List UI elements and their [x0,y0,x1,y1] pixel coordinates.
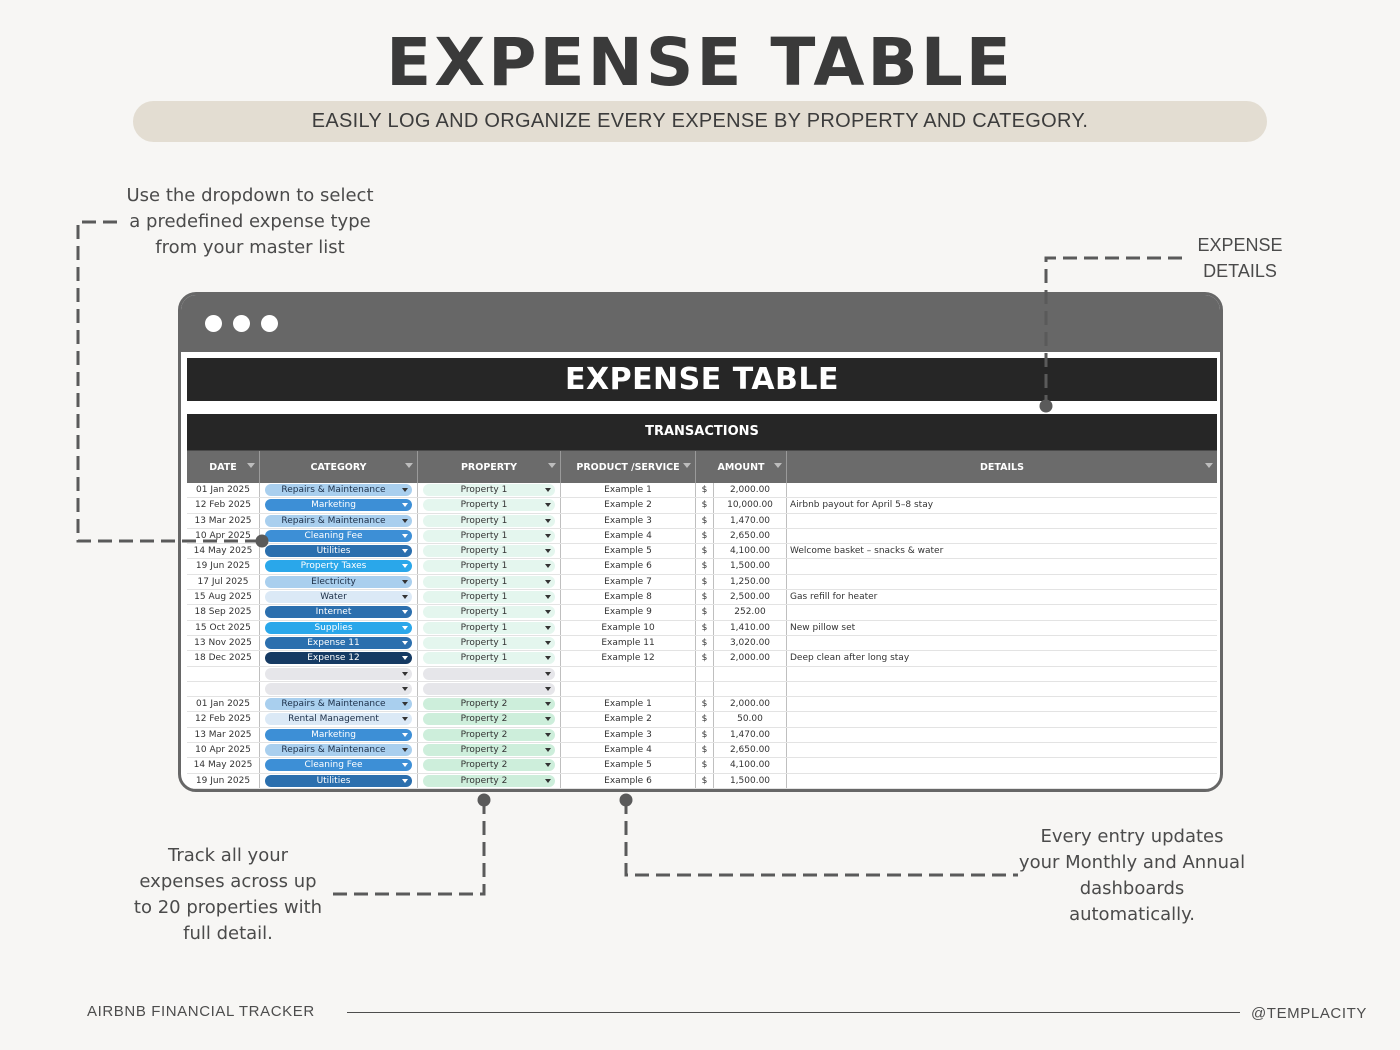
category-value: Marketing [311,500,356,511]
callout-line: expenses across up [139,871,317,892]
amount-cell[interactable]: 1,250.00 [714,575,787,589]
date-cell[interactable]: 01 Jan 2025 [187,483,260,497]
date-cell[interactable]: 10 Apr 2025 [187,529,260,543]
category-value: Cleaning Fee [304,530,363,541]
date-cell[interactable]: 19 Jun 2025 [187,559,260,573]
property-value: Property 1 [460,592,508,603]
date-cell[interactable]: 10 Apr 2025 [187,743,260,757]
property-value: Property 1 [460,530,508,541]
currency-cell: $ [696,621,714,635]
currency-cell: $ [696,544,714,558]
currency-cell: $ [696,559,714,573]
product-cell[interactable]: Example 8 [561,590,696,604]
amount-cell[interactable]: 50.00 [714,712,787,726]
amount-cell[interactable]: 10,000.00 [714,498,787,512]
date-cell[interactable]: 13 Nov 2025 [187,636,260,650]
connector-dot-icon [1040,400,1053,413]
category-value: Electricity [311,576,356,587]
currency-cell: $ [696,651,714,665]
date-cell[interactable]: 12 Feb 2025 [187,498,260,512]
callout-line: Use the dropdown to select [126,185,374,206]
amount-cell[interactable]: 1,500.00 [714,559,787,573]
callout-line: Track all your [167,845,289,866]
product-cell[interactable]: Example 6 [561,559,696,573]
track-connector [330,800,484,894]
connector-dot-icon [478,794,491,807]
amount-cell[interactable]: 252.00 [714,605,787,619]
date-cell[interactable]: 14 May 2025 [187,544,260,558]
property-value: Property 2 [460,760,508,771]
property-value: Property 2 [460,745,508,756]
category-value: Internet [315,607,352,618]
currency-cell: $ [696,483,714,497]
amount-cell[interactable]: 2,650.00 [714,529,787,543]
property-value: Property 1 [460,576,508,587]
property-value: Property 2 [460,714,508,725]
property-value: Property 1 [460,607,508,618]
product-cell[interactable]: Example 10 [561,621,696,635]
amount-cell[interactable]: 3,020.00 [714,636,787,650]
date-cell[interactable]: 19 Jun 2025 [187,774,260,788]
product-cell[interactable]: Example 3 [561,514,696,528]
property-value: Property 1 [460,485,508,495]
amount-cell[interactable]: 1,470.00 [714,514,787,528]
product-cell[interactable]: Example 5 [561,758,696,772]
column-header-label: PROPERTY [460,462,518,473]
connector-dot-icon [256,535,269,548]
product-cell[interactable]: Example 3 [561,728,696,742]
property-value: Property 1 [460,546,508,557]
date-cell[interactable]: 17 Jul 2025 [187,575,260,589]
callout-line: automatically. [1069,904,1195,925]
category-value: Utilities [316,775,351,786]
footer-divider [347,1012,1240,1013]
callout-line: from your master list [155,237,345,258]
callout-line: to 20 properties with [133,897,323,918]
product-cell[interactable]: Example 1 [561,697,696,711]
footer-brand: AIRBNB FINANCIAL TRACKER [87,1003,315,1020]
callout-line: full detail. [183,923,273,944]
amount-cell[interactable]: 2,000.00 [714,651,787,665]
property-value: Property 1 [460,622,508,633]
currency-cell: $ [696,514,714,528]
category-value: Expense 11 [307,637,360,648]
product-cell[interactable]: Example 4 [561,529,696,543]
currency-cell: $ [696,590,714,604]
product-cell[interactable]: Example 7 [561,575,696,589]
callout-line: EXPENSE [1197,235,1283,255]
product-cell[interactable]: Example 11 [561,636,696,650]
column-header-label: AMOUNT [717,462,765,473]
category-value: Supplies [314,622,353,633]
details-cell[interactable]: New pillow set [790,622,856,633]
property-value: Property 2 [460,729,508,740]
connector-dot-icon [620,794,633,807]
product-cell[interactable]: Example 12 [561,651,696,665]
category-value: Utilities [316,546,351,557]
product-cell[interactable]: Example 1 [561,483,696,497]
category-value: Cleaning Fee [304,760,363,771]
property-value: Property 1 [460,653,508,664]
product-cell[interactable]: Example 2 [561,712,696,726]
currency-cell: $ [696,712,714,726]
column-header-label: PRODUCT /SERVICE [576,462,680,473]
date-cell[interactable]: 12 Feb 2025 [187,712,260,726]
category-value: Repairs & Maintenance [281,699,386,710]
dropdown-connector [78,222,262,541]
category-value: Rental Management [288,714,379,725]
product-cell[interactable]: Example 6 [561,774,696,788]
date-cell[interactable]: 18 Sep 2025 [187,605,260,619]
callout-line: Every entry updates [1040,826,1224,847]
category-value: Repairs & Maintenance [281,745,386,756]
callout-line: your Monthly and Annual [1018,852,1246,873]
date-cell[interactable]: 14 May 2025 [187,758,260,772]
date-cell[interactable]: 01 Jan 2025 [187,697,260,711]
amount-cell[interactable]: 1,410.00 [714,621,787,635]
currency-cell: $ [696,575,714,589]
currency-cell: $ [696,697,714,711]
amount-cell[interactable]: 1,470.00 [714,728,787,742]
callout-line: a predefined expense type [129,211,371,232]
currency-cell: $ [696,636,714,650]
date-cell[interactable]: 13 Mar 2025 [187,514,260,528]
currency-cell: $ [696,728,714,742]
property-value: Property 2 [460,699,508,710]
product-cell[interactable]: Example 5 [561,544,696,558]
subtitle-banner: EASILY LOG AND ORGANIZE EVERY EXPENSE BY PROPERTY AND CATEGORY. [133,101,1267,142]
column-header-label: DETAILS [980,462,1024,473]
property-value: Property 1 [460,561,508,572]
property-value: Property 1 [460,500,508,511]
amount-cell[interactable]: 2,650.00 [714,743,787,757]
category-value: Property Taxes [300,561,367,572]
currency-cell: $ [696,758,714,772]
date-cell[interactable]: 15 Oct 2025 [187,621,260,635]
category-value: Repairs & Maintenance [281,515,386,526]
property-value: Property 2 [460,775,508,786]
amount-cell[interactable]: 2,500.00 [714,590,787,604]
column-header-label: CATEGORY [310,462,367,473]
category-value: Water [320,592,347,603]
amount-cell[interactable]: 2,000.00 [714,697,787,711]
category-value: Repairs & Maintenance [281,485,386,495]
date-cell[interactable]: 13 Mar 2025 [187,728,260,742]
sheet-section-title: TRANSACTIONS [187,414,1217,450]
currency-cell: $ [696,774,714,788]
category-value: Expense 12 [307,653,360,664]
date-cell[interactable]: 15 Aug 2025 [187,590,260,604]
amount-cell[interactable]: 4,100.00 [714,544,787,558]
amount-cell[interactable]: 1,500.00 [714,774,787,788]
page-title: EXPENSE TABLE [386,24,1014,101]
property-value: Property 1 [460,515,508,526]
category-value: Marketing [311,729,356,740]
currency-cell: $ [696,498,714,512]
callout-line: DETAILS [1203,261,1277,281]
product-cell[interactable]: Example 9 [561,605,696,619]
details-cell[interactable]: Welcome basket – snacks & water [790,546,944,557]
column-header-label: DATE [209,462,237,473]
date-cell[interactable]: 18 Dec 2025 [187,651,260,665]
currency-cell: $ [696,605,714,619]
callout-line: dashboards [1079,878,1185,899]
updates-connector [626,800,1018,875]
currency-cell: $ [696,529,714,543]
amount-cell[interactable]: 4,100.00 [714,758,787,772]
product-cell[interactable]: Example 2 [561,498,696,512]
property-value: Property 1 [460,637,508,648]
details-cell[interactable]: Gas refill for heater [790,592,878,603]
details-cell[interactable]: Deep clean after long stay [790,653,910,664]
details-connector [1046,258,1182,406]
product-cell[interactable]: Example 4 [561,743,696,757]
footer-handle: @TEMPLACITY [1250,1005,1367,1022]
details-cell[interactable]: Airbnb payout for April 5–8 stay [790,500,934,511]
sheet-title: EXPENSE TABLE [187,358,1217,401]
currency-cell: $ [696,743,714,757]
amount-cell[interactable]: 2,000.00 [714,483,787,497]
